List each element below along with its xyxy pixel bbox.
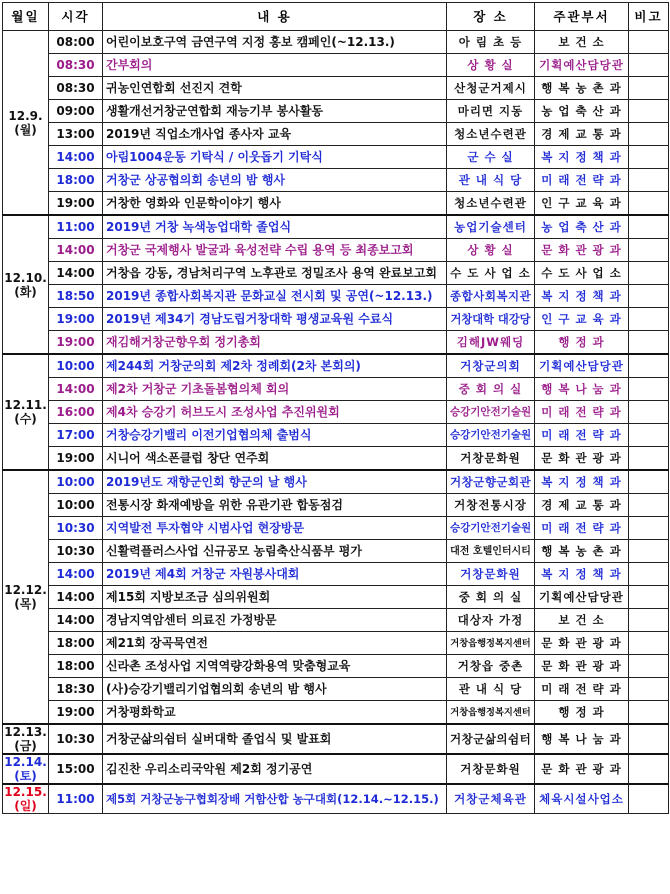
event-note [629,54,669,77]
schedule-row [3,724,669,754]
event-note [629,540,669,563]
event-place: 거창군향군회관 [447,470,535,494]
schedule-row [3,701,669,725]
event-place: 수 도 사 업 소 [447,262,535,285]
event-time: 19:00 [49,331,103,355]
event-dept: 문 화 관 광 과 [535,239,629,262]
event-time: 18:00 [49,632,103,655]
event-note [629,308,669,331]
event-dept: 인 구 교 육 과 [535,308,629,331]
day-date: 12.13. [4,725,47,739]
event-content: 2019년 제4회 거창군 자원봉사대회 [103,563,447,586]
event-note [629,563,669,586]
event-time: 18:00 [49,169,103,192]
schedule-row [3,192,669,216]
event-note [629,678,669,701]
event-place: 거창읍 중촌 [447,655,535,678]
day-date: 12.10. [4,270,47,285]
header-row [3,3,669,31]
event-content: 제2차 거창군 기초돌봄협의체 회의 [103,378,447,401]
event-place: 청소년수련관 [447,123,535,146]
event-note [629,701,669,725]
event-time: 08:30 [49,54,103,77]
event-place: 종합사회복지관 [447,285,535,308]
event-place: 김해JW웨딩 [447,331,535,355]
day-cell [3,724,49,754]
header-place: 장 소 [447,3,535,31]
schedule-row [3,494,669,517]
event-note [629,285,669,308]
event-time: 19:00 [49,447,103,471]
event-dept: 행 복 나 눔 과 [535,378,629,401]
event-content: 간부회의 [103,54,447,77]
event-note [629,632,669,655]
event-content: 귀농인연합회 선진지 견학 [103,77,447,100]
day-of-week: (일) [14,799,37,813]
event-content: 2019년도 재향군인회 향군의 날 행사 [103,470,447,494]
event-content: 제5회 거창군농구협회장배 거함산합 농구대회(12.14.~12.15.) [103,784,447,814]
event-content: 거창군삶의쉼터 실버대학 졸업식 및 발표회 [103,724,447,754]
schedule-row [3,609,669,632]
day-of-week: (목) [14,597,37,611]
event-note [629,655,669,678]
event-dept: 기획예산담당관 [535,354,629,378]
event-note [629,354,669,378]
schedule-row [3,784,669,814]
event-dept: 미 래 전 략 과 [535,424,629,447]
event-place: 거창대학 대강당 [447,308,535,331]
event-place: 거창읍행정복지센터 [447,701,535,725]
event-dept: 복 지 정 책 과 [535,470,629,494]
event-note [629,401,669,424]
day-cell [3,215,49,354]
header-time: 시각 [49,3,103,31]
day-of-week: (수) [14,412,37,426]
event-place: 승강기안전기술원 [447,517,535,540]
event-content: 전통시장 화재예방을 위한 유관기관 합동점검 [103,494,447,517]
event-content: 거창읍 강동, 경남처리구역 노후관로 정밀조사 용역 완료보고회 [103,262,447,285]
event-note [629,754,669,784]
event-note [629,123,669,146]
event-dept: 행 정 과 [535,331,629,355]
event-dept: 미 래 전 략 과 [535,401,629,424]
event-time: 18:30 [49,678,103,701]
event-time: 14:00 [49,609,103,632]
event-content: 제21회 장곡묵연전 [103,632,447,655]
event-time: 10:00 [49,494,103,517]
event-dept: 기획예산담당관 [535,54,629,77]
schedule-row [3,123,669,146]
event-place: 마리면 지동 [447,100,535,123]
event-content: 생활개선거창군연합회 재능기부 봉사활동 [103,100,447,123]
event-place: 대전 호텔인터시티 [447,540,535,563]
event-time: 14:00 [49,239,103,262]
schedule-row [3,331,669,355]
schedule-row [3,470,669,494]
event-note [629,77,669,100]
event-dept: 보 건 소 [535,31,629,54]
schedule-row [3,517,669,540]
event-time: 19:00 [49,701,103,725]
event-note [629,262,669,285]
event-note [629,517,669,540]
event-place: 청소년수련관 [447,192,535,216]
event-time: 10:00 [49,354,103,378]
event-time: 09:00 [49,100,103,123]
event-time: 17:00 [49,424,103,447]
event-time: 10:00 [49,470,103,494]
schedule-row [3,54,669,77]
event-time: 14:00 [49,146,103,169]
day-date: 12.15. [4,785,47,799]
event-content: 거창승강기밸리 이전기업협의체 출범식 [103,424,447,447]
event-place: 거창문화원 [447,563,535,586]
event-time: 11:00 [49,215,103,239]
day-of-week: (화) [14,284,37,299]
schedule-row [3,31,669,54]
event-dept: 경 제 교 통 과 [535,123,629,146]
event-time: 08:30 [49,77,103,100]
event-content: 2019년 제34기 경남도립거창대학 평생교육원 수료식 [103,308,447,331]
event-note [629,169,669,192]
event-content: 2019년 직업소개사업 종사자 교육 [103,123,447,146]
event-dept: 복 지 정 책 과 [535,146,629,169]
event-note [629,215,669,239]
schedule-row [3,239,669,262]
event-note [629,31,669,54]
event-content: 제15회 지방보조금 심의위원회 [103,586,447,609]
event-place: 거창문화원 [447,754,535,784]
schedule-table [2,2,669,814]
event-place: 군 수 실 [447,146,535,169]
schedule-row [3,586,669,609]
event-note [629,100,669,123]
day-date: 12.12. [4,583,47,597]
schedule-row [3,401,669,424]
event-dept: 경 제 교 통 과 [535,494,629,517]
schedule-row [3,146,669,169]
event-content: 시니어 색소폰클럽 창단 연주회 [103,447,447,471]
event-dept: 농 업 축 산 과 [535,215,629,239]
event-dept: 기획예산담당관 [535,586,629,609]
day-of-week: (토) [14,769,37,783]
event-note [629,378,669,401]
event-place: 관 내 식 당 [447,169,535,192]
schedule-row [3,540,669,563]
schedule-row [3,169,669,192]
event-dept: 복 지 정 책 과 [535,563,629,586]
event-note [629,192,669,216]
day-of-week: (금) [14,739,37,753]
event-place: 거창읍행정복지센터 [447,632,535,655]
event-content: 거창평화학교 [103,701,447,725]
event-content: 지역발전 투자협약 시범사업 현장방문 [103,517,447,540]
schedule-row [3,308,669,331]
day-cell [3,354,49,470]
event-content: 제4차 승강기 허브도시 조성사업 추진위원회 [103,401,447,424]
schedule-row [3,424,669,447]
event-note [629,146,669,169]
event-content: 제244회 거창군의회 제2차 정례회(2차 본회의) [103,354,447,378]
day-of-week: (월) [14,122,37,137]
event-content: 김진찬 우리소리국악원 제2회 정기공연 [103,754,447,784]
header-day: 월일 [3,3,49,31]
event-dept: 농 업 축 산 과 [535,100,629,123]
event-time: 18:00 [49,655,103,678]
event-note [629,494,669,517]
schedule-row [3,354,669,378]
event-note [629,724,669,754]
event-place: 승강기안전기술원 [447,401,535,424]
event-dept: 문 화 관 광 과 [535,655,629,678]
event-dept: 행 복 농 촌 과 [535,540,629,563]
day-date: 12.14. [4,755,47,769]
event-dept: 미 래 전 략 과 [535,678,629,701]
schedule-row [3,678,669,701]
event-place: 거창군삶의쉼터 [447,724,535,754]
event-time: 10:30 [49,724,103,754]
event-place: 거창군의회 [447,354,535,378]
event-dept: 문 화 관 광 과 [535,754,629,784]
event-note [629,470,669,494]
event-place: 거창전통시장 [447,494,535,517]
event-time: 10:30 [49,517,103,540]
event-content: 거창군 국제행사 발굴과 육성전략 수립 용역 등 최종보고회 [103,239,447,262]
schedule-row [3,262,669,285]
event-place: 상 황 실 [447,54,535,77]
event-time: 15:00 [49,754,103,784]
event-dept: 체육시설사업소 [535,784,629,814]
schedule-row [3,563,669,586]
event-place: 중 회 의 실 [447,378,535,401]
event-time: 11:00 [49,784,103,814]
event-dept: 행 복 농 촌 과 [535,77,629,100]
event-dept: 행 복 나 눔 과 [535,724,629,754]
event-place: 거창문화원 [447,447,535,471]
event-note [629,609,669,632]
event-note [629,239,669,262]
event-note [629,331,669,355]
event-content: 아림1004운동 기탁식 / 이웃돕기 기탁식 [103,146,447,169]
event-place: 중 회 의 실 [447,586,535,609]
event-dept: 인 구 교 육 과 [535,192,629,216]
event-note [629,424,669,447]
schedule-row [3,215,669,239]
schedule-row [3,655,669,678]
event-dept: 미 래 전 략 과 [535,169,629,192]
event-time: 13:00 [49,123,103,146]
event-content: 거창군 상공협의회 송년의 밤 행사 [103,169,447,192]
event-time: 14:00 [49,586,103,609]
event-time: 16:00 [49,401,103,424]
event-time: 14:00 [49,378,103,401]
header-note: 비고 [629,3,669,31]
event-content: (사)승강기밸리기업협의회 송년의 밤 행사 [103,678,447,701]
event-content: 경남지역암센터 의료진 가정방문 [103,609,447,632]
event-content: 2019년 거창 녹색농업대학 졸업식 [103,215,447,239]
schedule-row [3,632,669,655]
event-dept: 미 래 전 략 과 [535,517,629,540]
event-time: 19:00 [49,308,103,331]
event-place: 관 내 식 당 [447,678,535,701]
schedule-row [3,754,669,784]
event-place: 농업기술센터 [447,215,535,239]
schedule-row [3,77,669,100]
event-content: 신라촌 조성사업 지역역량강화용역 맞춤형교육 [103,655,447,678]
event-time: 14:00 [49,563,103,586]
event-time: 14:00 [49,262,103,285]
day-date: 12.9. [8,108,43,123]
event-place: 대상자 가정 [447,609,535,632]
event-content: 재김해거창군향우회 정기총회 [103,331,447,355]
schedule-row [3,447,669,471]
event-dept: 수 도 사 업 소 [535,262,629,285]
event-time: 08:00 [49,31,103,54]
day-date: 12.11. [4,398,47,412]
header-content: 내 용 [103,3,447,31]
event-dept: 문 화 관 광 과 [535,632,629,655]
event-content: 신활력플러스사업 신규공모 농림축산식품부 평가 [103,540,447,563]
event-note [629,447,669,471]
event-note [629,586,669,609]
day-cell [3,754,49,784]
event-time: 10:30 [49,540,103,563]
header-dept: 주관부서 [535,3,629,31]
event-content: 2019년 종합사회복지관 문화교실 전시회 및 공연(~12.13.) [103,285,447,308]
event-place: 산청군거제시 [447,77,535,100]
event-dept: 보 건 소 [535,609,629,632]
day-cell [3,31,49,216]
schedule-row [3,100,669,123]
event-content: 거창한 영화와 인문학이야기 행사 [103,192,447,216]
schedule-row [3,285,669,308]
event-dept: 복 지 정 책 과 [535,285,629,308]
event-place: 거창군체육관 [447,784,535,814]
schedule-body [3,31,669,814]
event-place: 아 림 초 등 [447,31,535,54]
event-time: 18:50 [49,285,103,308]
day-cell [3,470,49,724]
event-place: 상 황 실 [447,239,535,262]
event-dept: 문 화 관 광 과 [535,447,629,471]
event-note [629,784,669,814]
event-place: 승강기안전기술원 [447,424,535,447]
day-cell [3,784,49,814]
event-dept: 행 정 과 [535,701,629,725]
event-content: 어린이보호구역 금연구역 지정 홍보 캠페인(~12.13.) [103,31,447,54]
schedule-row [3,378,669,401]
event-time: 19:00 [49,192,103,216]
